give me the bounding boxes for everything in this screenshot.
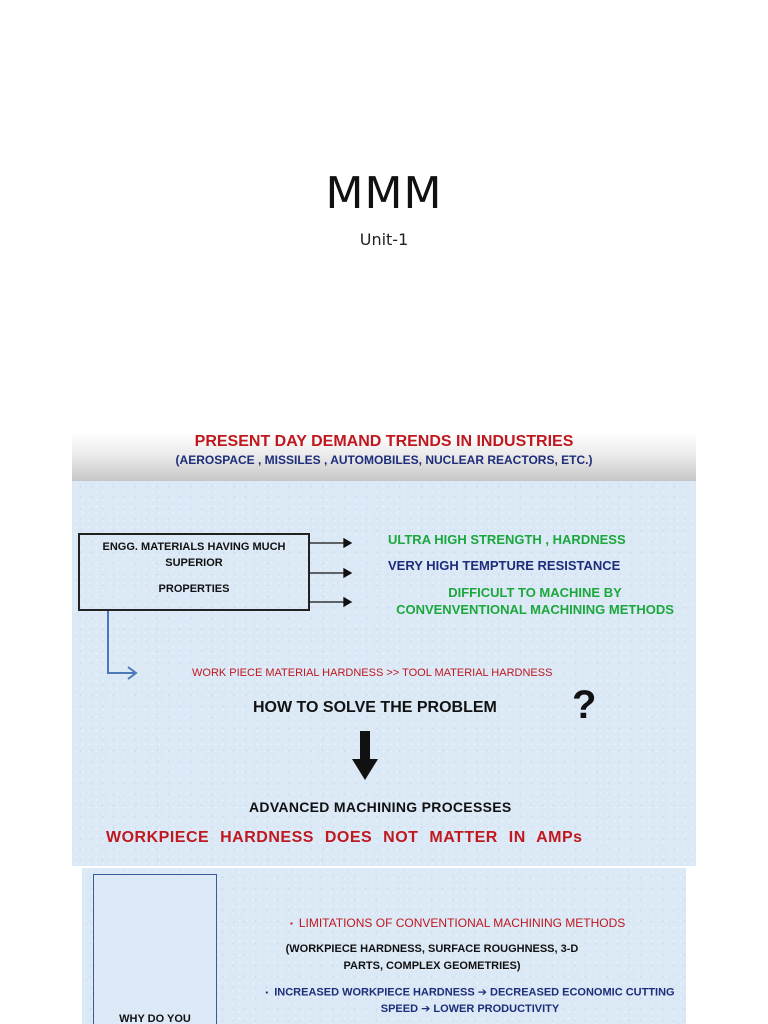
materials-line-1: ENGG. MATERIALS HAVING MUCH <box>102 541 286 553</box>
property-difficult: DIFFICULT TO MACHINE BY CONVENVENTIONAL MACHINING METHODS <box>396 585 674 617</box>
bullet-icon: ▪ <box>290 919 293 929</box>
arrowhead-temperature <box>344 569 351 577</box>
bullet-icon: ▪ <box>265 988 269 997</box>
why-box <box>93 874 217 1024</box>
limitations-bullet <box>290 916 625 930</box>
elbow-line <box>108 609 134 673</box>
question-mark: ? <box>572 683 597 727</box>
limitations-slide <box>82 868 686 1024</box>
down-arrow <box>352 731 378 780</box>
title-slide <box>0 0 768 420</box>
increased-hardness-bullet <box>260 984 680 1018</box>
why-text: WHY DO YOU <box>119 1013 191 1024</box>
materials-line-2: SUPERIOR <box>165 557 223 569</box>
limitations-detail: (WORKPIECE HARDNESS, SURFACE ROUGHNESS, 3-D PARTS, COMPLEX GEOMETRIES) <box>285 943 579 972</box>
arrowhead-strength <box>344 539 351 547</box>
slide-title: MMM <box>325 168 443 219</box>
arrowhead-difficult <box>344 598 351 606</box>
property-arrows <box>308 539 351 606</box>
amp-note: WORKPIECE HARDNESS DOES NOT MATTER IN AMPs <box>106 829 583 846</box>
hardness-note: WORK PIECE MATERIAL HARDNESS >> TOOL MATERIAL HARDNESS <box>192 667 553 679</box>
demand-trends-slide <box>72 433 696 866</box>
increased-hardness-text: INCREASED WORKPIECE HARDNESS ➔ DECREASED ECONOMIC CUTTING SPEED ➔ LOWER PRODUCTIVITY <box>274 986 675 1016</box>
property-strength: ULTRA HIGH STRENGTH , HARDNESS <box>388 532 626 547</box>
property-temperature: VERY HIGH TEMPTURE RESISTANCE <box>388 558 621 573</box>
slide-subtitle: Unit-1 <box>359 230 409 249</box>
down-arrow-head <box>352 759 378 780</box>
down-arrow-shaft <box>360 731 370 759</box>
materials-line-3: PROPERTIES <box>158 583 230 595</box>
elbow-connector <box>108 609 136 679</box>
banner-title: PRESENT DAY DEMAND TRENDS IN INDUSTRIES <box>194 433 574 450</box>
materials-box <box>78 533 310 611</box>
limitations-text: LIMITATIONS OF CONVENTIONAL MACHINING METHODS <box>298 916 626 930</box>
banner-subtitle: (AEROSPACE , MISSILES , AUTOMOBILES, NUCLEAR REACTORS, ETC.) <box>175 453 593 467</box>
question-text: HOW TO SOLVE THE PROBLEM <box>253 699 497 716</box>
amp-heading: ADVANCED MACHINING PROCESSES <box>249 799 512 815</box>
